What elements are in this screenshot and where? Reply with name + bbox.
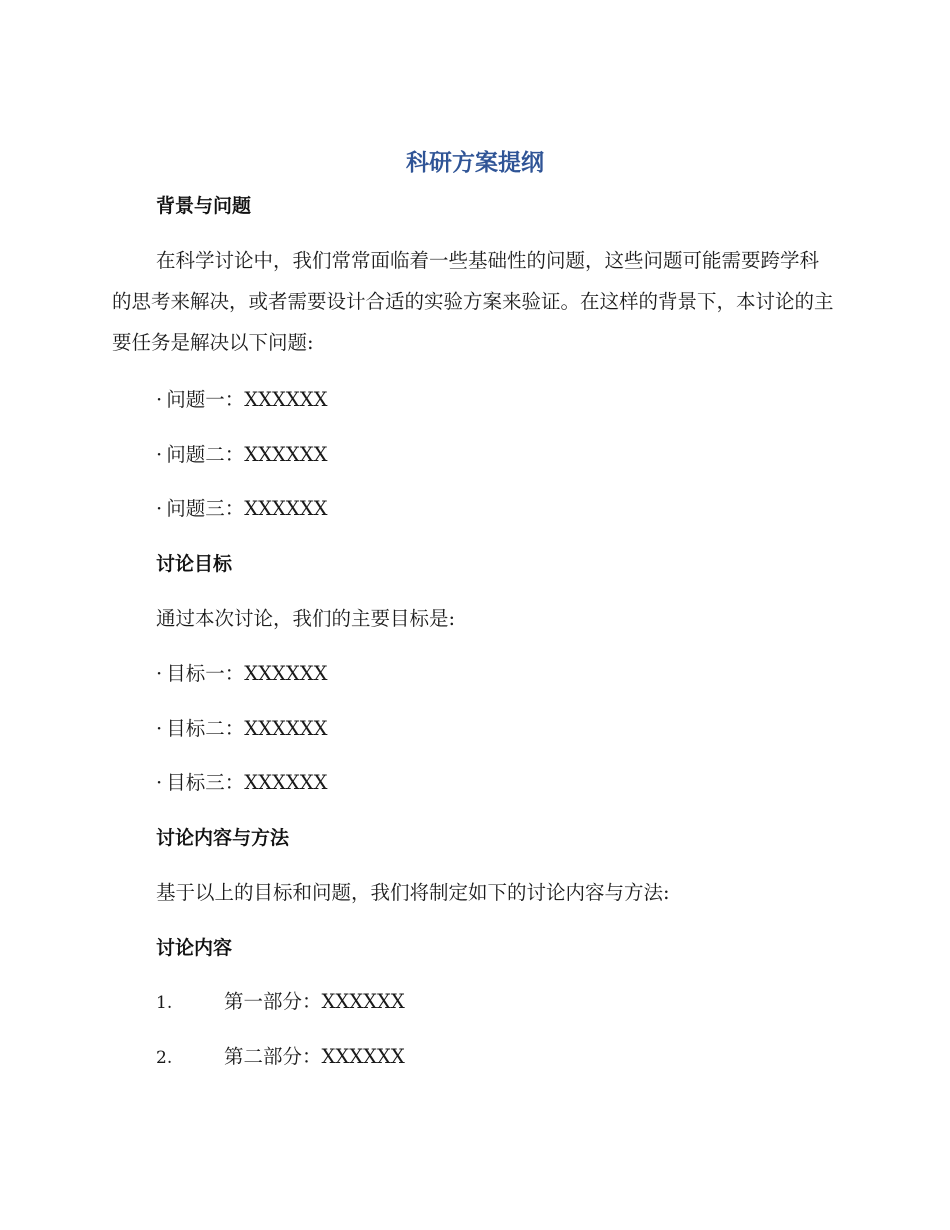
section-heading-background: 背景与问题 [156,195,252,217]
numbered-item [156,987,405,1018]
section-heading-goals: 讨论目标 [156,553,233,575]
background-paragraph: 在科学讨论中，我们常常面临着一些基础性的问题，这些问题可能需要跨学科的思考来解决，或者需要设计合适的实验方案来验证。在这样的背景下，本讨论的主要任务是解决以下问题: [112,249,834,354]
item-text: 第二部分：XXXXXX [224,1045,405,1068]
goal-bullet [156,659,328,689]
problem-bullet [156,440,328,470]
methods-intro: 基于以上的目标和问题，我们将制定如下的讨论内容与方法: [156,881,670,904]
section-heading-content: 讨论内容 [156,937,233,959]
bullet-text: 问题三：XXXXXX [166,497,328,520]
item-number: 2. [156,1048,173,1068]
item-text: 第一部分：XXXXXX [224,990,405,1013]
bullet-marker: · [156,717,163,740]
problem-bullet [156,494,328,524]
bullet-marker: · [156,771,163,794]
goals-intro: 通过本次讨论，我们的主要目标是: [156,607,456,630]
bullet-text: 目标一：XXXXXX [166,662,328,685]
bullet-text: 目标二：XXXXXX [166,717,328,740]
goal-bullet [156,714,328,744]
bullet-marker: · [156,662,163,685]
goal-bullet [156,768,328,798]
bullet-marker: · [156,497,163,520]
bullet-text: 问题一：XXXXXX [166,388,328,411]
item-number: 1. [156,993,173,1013]
bullet-marker: · [156,443,163,466]
document-title: 科研方案提纲 [406,150,544,176]
bullet-marker: · [156,388,163,411]
section-heading-methods: 讨论内容与方法 [156,827,290,849]
numbered-item [156,1042,405,1073]
bullet-text: 问题二：XXXXXX [166,443,328,466]
bullet-text: 目标三：XXXXXX [166,771,328,794]
problem-bullet [156,385,328,415]
